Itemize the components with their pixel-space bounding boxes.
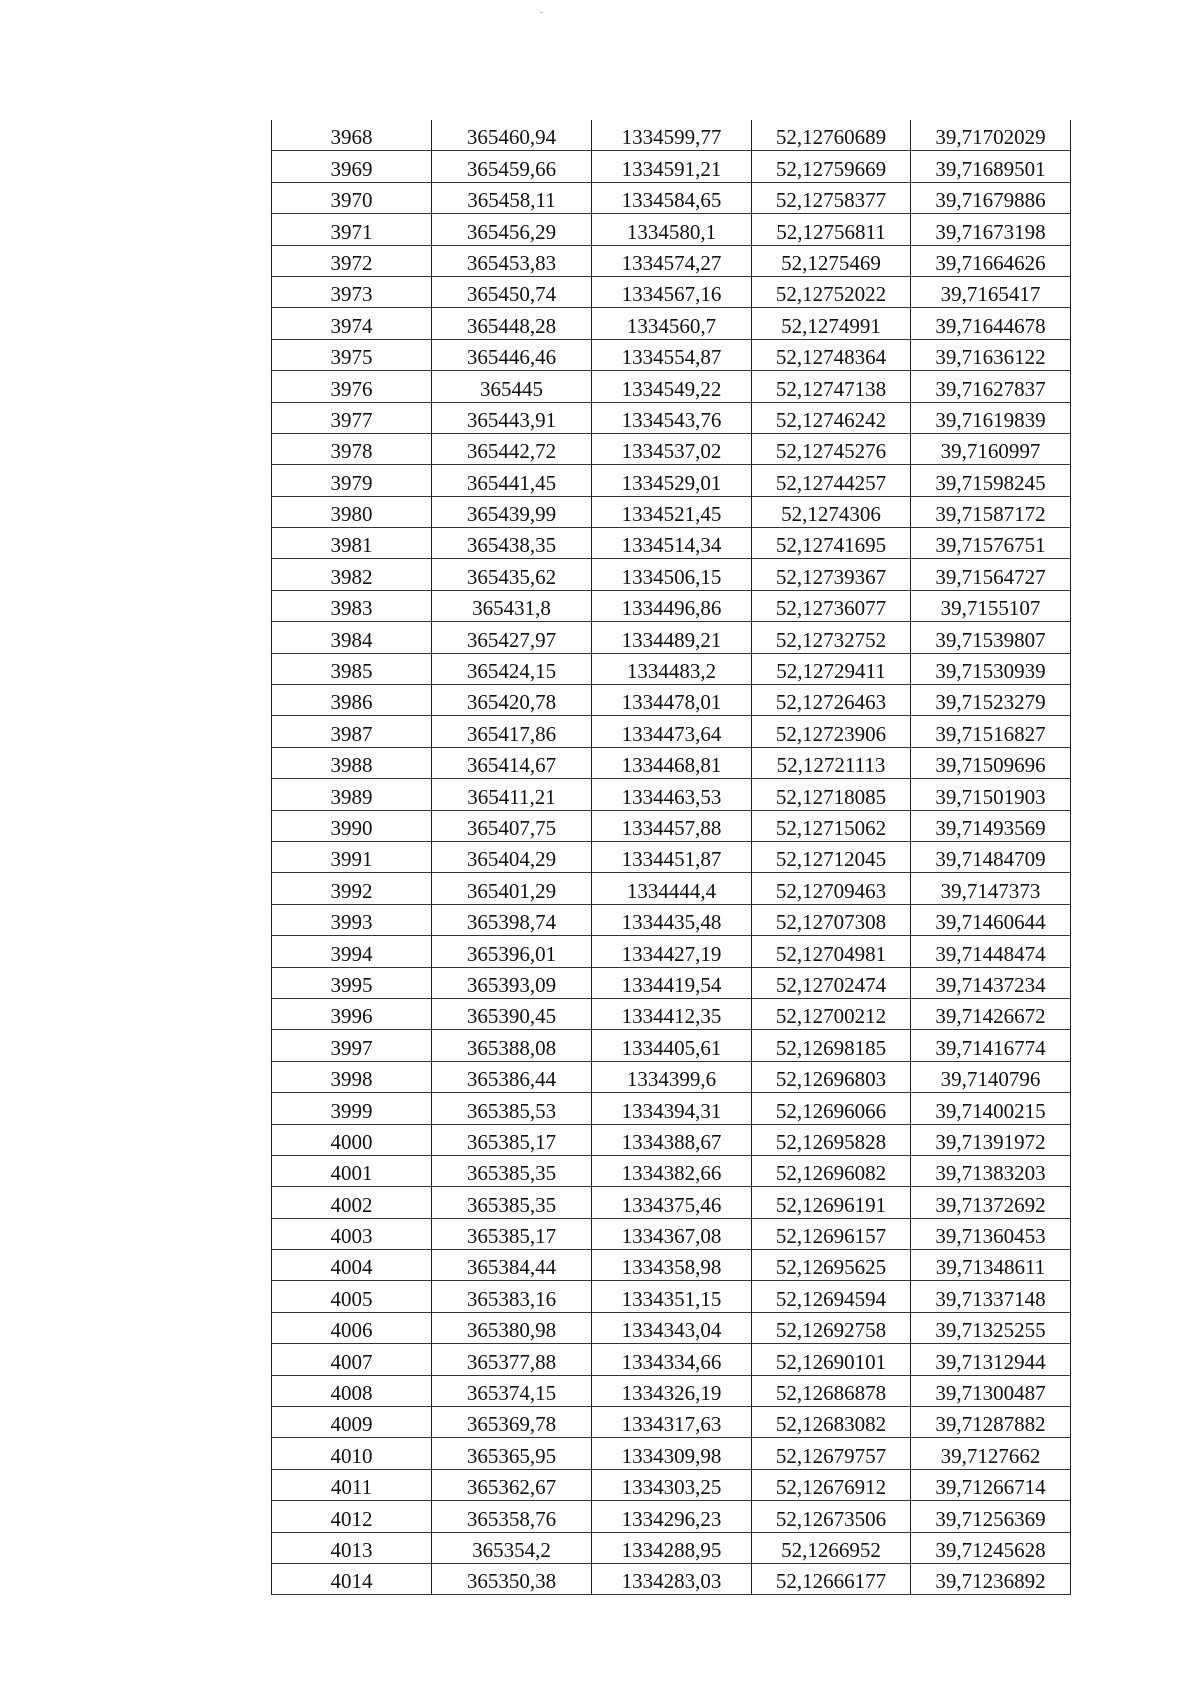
point-number-cell: 3997: [272, 1030, 432, 1061]
table-row: [272, 590, 1071, 621]
y-coordinate-cell: 1334326,19: [592, 1375, 752, 1406]
point-number-cell: 4013: [272, 1532, 432, 1563]
point-number-cell: 4010: [272, 1438, 432, 1469]
x-coordinate-cell: 365365,95: [432, 1438, 592, 1469]
x-coordinate-cell: 365448,28: [432, 308, 592, 339]
table-row: [272, 371, 1071, 402]
table-row: [272, 1501, 1071, 1532]
longitude-cell: 39,71644678: [911, 308, 1071, 339]
longitude-cell: 39,71564727: [911, 559, 1071, 590]
x-coordinate-cell: 365390,45: [432, 998, 592, 1029]
point-number-cell: 3983: [272, 590, 432, 621]
longitude-cell: 39,71437234: [911, 967, 1071, 998]
point-number-cell: 3975: [272, 339, 432, 370]
y-coordinate-cell: 1334351,15: [592, 1281, 752, 1312]
y-coordinate-cell: 1334506,15: [592, 559, 752, 590]
longitude-cell: 39,71337148: [911, 1281, 1071, 1312]
table-row: [272, 967, 1071, 998]
table-row: [272, 496, 1071, 527]
point-number-cell: 3986: [272, 685, 432, 716]
longitude-cell: 39,71400215: [911, 1093, 1071, 1124]
latitude-cell: 52,12696066: [752, 1093, 911, 1124]
latitude-cell: 52,12715062: [752, 810, 911, 841]
x-coordinate-cell: 365460,94: [432, 120, 592, 151]
point-number-cell: 4002: [272, 1187, 432, 1218]
y-coordinate-cell: 1334554,87: [592, 339, 752, 370]
x-coordinate-cell: 365385,17: [432, 1218, 592, 1249]
y-coordinate-cell: 1334419,54: [592, 967, 752, 998]
x-coordinate-cell: 365458,11: [432, 182, 592, 213]
x-coordinate-cell: 365388,08: [432, 1030, 592, 1061]
point-number-cell: 3991: [272, 841, 432, 872]
x-coordinate-cell: 365386,44: [432, 1061, 592, 1092]
point-number-cell: 3969: [272, 151, 432, 182]
longitude-cell: 39,71312944: [911, 1344, 1071, 1375]
longitude-cell: 39,71416774: [911, 1030, 1071, 1061]
table-row: [272, 622, 1071, 653]
longitude-cell: 39,71484709: [911, 841, 1071, 872]
y-coordinate-cell: 1334427,19: [592, 936, 752, 967]
table-row: [272, 465, 1071, 496]
point-number-cell: 4005: [272, 1281, 432, 1312]
latitude-cell: 52,12745276: [752, 433, 911, 464]
table-row: [272, 1250, 1071, 1281]
point-number-cell: 4011: [272, 1469, 432, 1500]
latitude-cell: 52,12726463: [752, 685, 911, 716]
y-coordinate-cell: 1334367,08: [592, 1218, 752, 1249]
latitude-cell: 52,12741695: [752, 528, 911, 559]
y-coordinate-cell: 1334489,21: [592, 622, 752, 653]
table-row: [272, 182, 1071, 213]
y-coordinate-cell: 1334478,01: [592, 685, 752, 716]
latitude-cell: 52,12702474: [752, 967, 911, 998]
table-row: [272, 1155, 1071, 1186]
longitude-cell: 39,7127662: [911, 1438, 1071, 1469]
point-number-cell: 3989: [272, 779, 432, 810]
x-coordinate-cell: 365404,29: [432, 841, 592, 872]
longitude-cell: 39,71679886: [911, 182, 1071, 213]
y-coordinate-cell: 1334560,7: [592, 308, 752, 339]
latitude-cell: 52,12748364: [752, 339, 911, 370]
latitude-cell: 52,12760689: [752, 120, 911, 151]
longitude-cell: 39,71636122: [911, 339, 1071, 370]
x-coordinate-cell: 365441,45: [432, 465, 592, 496]
point-number-cell: 4003: [272, 1218, 432, 1249]
latitude-cell: 52,1275469: [752, 245, 911, 276]
latitude-cell: 52,12758377: [752, 182, 911, 213]
longitude-cell: 39,7140796: [911, 1061, 1071, 1092]
longitude-cell: 39,71539807: [911, 622, 1071, 653]
point-number-cell: 3971: [272, 214, 432, 245]
point-number-cell: 3990: [272, 810, 432, 841]
point-number-cell: 3995: [272, 967, 432, 998]
latitude-cell: 52,1274991: [752, 308, 911, 339]
y-coordinate-cell: 1334358,98: [592, 1250, 752, 1281]
x-coordinate-cell: 365383,16: [432, 1281, 592, 1312]
y-coordinate-cell: 1334599,77: [592, 120, 752, 151]
table-row: [272, 1281, 1071, 1312]
y-coordinate-cell: 1334584,65: [592, 182, 752, 213]
latitude-cell: 52,12723906: [752, 716, 911, 747]
table-row: [272, 1375, 1071, 1406]
table-row: [272, 1312, 1071, 1343]
x-coordinate-cell: 365384,44: [432, 1250, 592, 1281]
x-coordinate-cell: 365401,29: [432, 873, 592, 904]
table-row: [272, 151, 1071, 182]
y-coordinate-cell: 1334567,16: [592, 276, 752, 307]
point-number-cell: 3976: [272, 371, 432, 402]
table-row: [272, 1469, 1071, 1500]
table-row: [272, 1030, 1071, 1061]
x-coordinate-cell: 365435,62: [432, 559, 592, 590]
point-number-cell: 3980: [272, 496, 432, 527]
point-number-cell: 3998: [272, 1061, 432, 1092]
table-row: [272, 653, 1071, 684]
x-coordinate-cell: 365417,86: [432, 716, 592, 747]
point-number-cell: 4000: [272, 1124, 432, 1155]
table-row: [272, 1407, 1071, 1438]
latitude-cell: 52,12721113: [752, 747, 911, 778]
latitude-cell: 52,12696157: [752, 1218, 911, 1249]
y-coordinate-cell: 1334283,03: [592, 1563, 752, 1594]
latitude-cell: 52,1274306: [752, 496, 911, 527]
longitude-cell: 39,71266714: [911, 1469, 1071, 1500]
longitude-cell: 39,71460644: [911, 904, 1071, 935]
x-coordinate-cell: 365427,97: [432, 622, 592, 653]
table-row: [272, 559, 1071, 590]
longitude-cell: 39,71664626: [911, 245, 1071, 276]
longitude-cell: 39,71245628: [911, 1532, 1071, 1563]
x-coordinate-cell: 365350,38: [432, 1563, 592, 1594]
table-row: [272, 1218, 1071, 1249]
x-coordinate-cell: 365393,09: [432, 967, 592, 998]
longitude-cell: 39,71360453: [911, 1218, 1071, 1249]
point-number-cell: 3996: [272, 998, 432, 1029]
longitude-cell: 39,71256369: [911, 1501, 1071, 1532]
table-row: [272, 1532, 1071, 1563]
longitude-cell: 39,71348611: [911, 1250, 1071, 1281]
table-row: [272, 245, 1071, 276]
y-coordinate-cell: 1334521,45: [592, 496, 752, 527]
longitude-cell: 39,71598245: [911, 465, 1071, 496]
point-number-cell: 4012: [272, 1501, 432, 1532]
point-number-cell: 3981: [272, 528, 432, 559]
y-coordinate-cell: 1334288,95: [592, 1532, 752, 1563]
x-coordinate-cell: 365362,67: [432, 1469, 592, 1500]
table-row: [272, 1563, 1071, 1594]
latitude-cell: 52,12698185: [752, 1030, 911, 1061]
x-coordinate-cell: 365377,88: [432, 1344, 592, 1375]
x-coordinate-cell: 365354,2: [432, 1532, 592, 1563]
y-coordinate-cell: 1334334,66: [592, 1344, 752, 1375]
point-number-cell: 3993: [272, 904, 432, 935]
x-coordinate-cell: 365396,01: [432, 936, 592, 967]
latitude-cell: 52,12696803: [752, 1061, 911, 1092]
longitude-cell: 39,71287882: [911, 1407, 1071, 1438]
x-coordinate-cell: 365407,75: [432, 810, 592, 841]
y-coordinate-cell: 1334375,46: [592, 1187, 752, 1218]
y-coordinate-cell: 1334394,31: [592, 1093, 752, 1124]
x-coordinate-cell: 365446,46: [432, 339, 592, 370]
latitude-cell: 52,12696082: [752, 1155, 911, 1186]
table-row: [272, 339, 1071, 370]
point-number-cell: 3985: [272, 653, 432, 684]
table-row: [272, 904, 1071, 935]
latitude-cell: 52,12732752: [752, 622, 911, 653]
point-number-cell: 4008: [272, 1375, 432, 1406]
y-coordinate-cell: 1334451,87: [592, 841, 752, 872]
table-row: [272, 1187, 1071, 1218]
table-row: [272, 1438, 1071, 1469]
coordinate-table: [271, 120, 1071, 1595]
y-coordinate-cell: 1334591,21: [592, 151, 752, 182]
latitude-cell: 52,12746242: [752, 402, 911, 433]
point-number-cell: 4007: [272, 1344, 432, 1375]
longitude-cell: 39,71689501: [911, 151, 1071, 182]
latitude-cell: 52,12683082: [752, 1407, 911, 1438]
point-number-cell: 3988: [272, 747, 432, 778]
y-coordinate-cell: 1334529,01: [592, 465, 752, 496]
longitude-cell: 39,71325255: [911, 1312, 1071, 1343]
y-coordinate-cell: 1334296,23: [592, 1501, 752, 1532]
y-coordinate-cell: 1334405,61: [592, 1030, 752, 1061]
longitude-cell: 39,71383203: [911, 1155, 1071, 1186]
latitude-cell: 52,12673506: [752, 1501, 911, 1532]
x-coordinate-cell: 365411,21: [432, 779, 592, 810]
longitude-cell: 39,71673198: [911, 214, 1071, 245]
table-row: [272, 276, 1071, 307]
latitude-cell: 52,12747138: [752, 371, 911, 402]
point-number-cell: 4009: [272, 1407, 432, 1438]
latitude-cell: 52,12712045: [752, 841, 911, 872]
latitude-cell: 52,12666177: [752, 1563, 911, 1594]
table-row: [272, 1344, 1071, 1375]
latitude-cell: 52,12692758: [752, 1312, 911, 1343]
latitude-cell: 52,12700212: [752, 998, 911, 1029]
longitude-cell: 39,7165417: [911, 276, 1071, 307]
table-row: [272, 873, 1071, 904]
scan-speck: [540, 12, 543, 13]
table-row: [272, 716, 1071, 747]
y-coordinate-cell: 1334580,1: [592, 214, 752, 245]
latitude-cell: 52,12729411: [752, 653, 911, 684]
x-coordinate-cell: 365385,17: [432, 1124, 592, 1155]
x-coordinate-cell: 365431,8: [432, 590, 592, 621]
point-number-cell: 3999: [272, 1093, 432, 1124]
latitude-cell: 52,12756811: [752, 214, 911, 245]
table-row: [272, 120, 1071, 151]
y-coordinate-cell: 1334317,63: [592, 1407, 752, 1438]
point-number-cell: 3987: [272, 716, 432, 747]
latitude-cell: 52,12696191: [752, 1187, 911, 1218]
y-coordinate-cell: 1334382,66: [592, 1155, 752, 1186]
latitude-cell: 52,12759669: [752, 151, 911, 182]
coordinate-table-body: [272, 120, 1071, 1595]
longitude-cell: 39,7147373: [911, 873, 1071, 904]
point-number-cell: 3979: [272, 465, 432, 496]
longitude-cell: 39,71523279: [911, 685, 1071, 716]
y-coordinate-cell: 1334343,04: [592, 1312, 752, 1343]
latitude-cell: 52,12709463: [752, 873, 911, 904]
point-number-cell: 4001: [272, 1155, 432, 1186]
x-coordinate-cell: 365453,83: [432, 245, 592, 276]
longitude-cell: 39,71516827: [911, 716, 1071, 747]
y-coordinate-cell: 1334457,88: [592, 810, 752, 841]
table-row: [272, 214, 1071, 245]
latitude-cell: 52,12739367: [752, 559, 911, 590]
x-coordinate-cell: 365420,78: [432, 685, 592, 716]
point-number-cell: 3968: [272, 120, 432, 151]
y-coordinate-cell: 1334463,53: [592, 779, 752, 810]
longitude-cell: 39,7160997: [911, 433, 1071, 464]
longitude-cell: 39,71300487: [911, 1375, 1071, 1406]
longitude-cell: 39,71530939: [911, 653, 1071, 684]
latitude-cell: 52,12690101: [752, 1344, 911, 1375]
point-number-cell: 3970: [272, 182, 432, 213]
x-coordinate-cell: 365374,15: [432, 1375, 592, 1406]
point-number-cell: 3992: [272, 873, 432, 904]
x-coordinate-cell: 365385,35: [432, 1155, 592, 1186]
longitude-cell: 39,71372692: [911, 1187, 1071, 1218]
point-number-cell: 3974: [272, 308, 432, 339]
x-coordinate-cell: 365358,76: [432, 1501, 592, 1532]
y-coordinate-cell: 1334309,98: [592, 1438, 752, 1469]
y-coordinate-cell: 1334543,76: [592, 402, 752, 433]
y-coordinate-cell: 1334496,86: [592, 590, 752, 621]
x-coordinate-cell: 365439,99: [432, 496, 592, 527]
y-coordinate-cell: 1334549,22: [592, 371, 752, 402]
longitude-cell: 39,71236892: [911, 1563, 1071, 1594]
latitude-cell: 52,12704981: [752, 936, 911, 967]
longitude-cell: 39,71509696: [911, 747, 1071, 778]
longitude-cell: 39,71587172: [911, 496, 1071, 527]
point-number-cell: 3978: [272, 433, 432, 464]
latitude-cell: 52,12707308: [752, 904, 911, 935]
longitude-cell: 39,71627837: [911, 371, 1071, 402]
longitude-cell: 39,71619839: [911, 402, 1071, 433]
table-row: [272, 810, 1071, 841]
x-coordinate-cell: 365459,66: [432, 151, 592, 182]
point-number-cell: 3994: [272, 936, 432, 967]
latitude-cell: 52,12752022: [752, 276, 911, 307]
longitude-cell: 39,71426672: [911, 998, 1071, 1029]
x-coordinate-cell: 365442,72: [432, 433, 592, 464]
longitude-cell: 39,71702029: [911, 120, 1071, 151]
latitude-cell: 52,12676912: [752, 1469, 911, 1500]
y-coordinate-cell: 1334574,27: [592, 245, 752, 276]
table-row: [272, 1093, 1071, 1124]
y-coordinate-cell: 1334399,6: [592, 1061, 752, 1092]
longitude-cell: 39,71448474: [911, 936, 1071, 967]
latitude-cell: 52,12744257: [752, 465, 911, 496]
latitude-cell: 52,12686878: [752, 1375, 911, 1406]
longitude-cell: 39,7155107: [911, 590, 1071, 621]
y-coordinate-cell: 1334412,35: [592, 998, 752, 1029]
x-coordinate-cell: 365398,74: [432, 904, 592, 935]
y-coordinate-cell: 1334468,81: [592, 747, 752, 778]
x-coordinate-cell: 365438,35: [432, 528, 592, 559]
y-coordinate-cell: 1334473,64: [592, 716, 752, 747]
point-number-cell: 3973: [272, 276, 432, 307]
table-row: [272, 308, 1071, 339]
table-row: [272, 402, 1071, 433]
x-coordinate-cell: 365450,74: [432, 276, 592, 307]
longitude-cell: 39,71501903: [911, 779, 1071, 810]
point-number-cell: 3972: [272, 245, 432, 276]
x-coordinate-cell: 365380,98: [432, 1312, 592, 1343]
table-row: [272, 528, 1071, 559]
point-number-cell: 4006: [272, 1312, 432, 1343]
latitude-cell: 52,12694594: [752, 1281, 911, 1312]
point-number-cell: 4004: [272, 1250, 432, 1281]
latitude-cell: 52,12695828: [752, 1124, 911, 1155]
table-row: [272, 1124, 1071, 1155]
point-number-cell: 3977: [272, 402, 432, 433]
x-coordinate-cell: 365424,15: [432, 653, 592, 684]
point-number-cell: 4014: [272, 1563, 432, 1594]
latitude-cell: 52,12679757: [752, 1438, 911, 1469]
y-coordinate-cell: 1334303,25: [592, 1469, 752, 1500]
x-coordinate-cell: 365385,53: [432, 1093, 592, 1124]
longitude-cell: 39,71493569: [911, 810, 1071, 841]
x-coordinate-cell: 365445: [432, 371, 592, 402]
point-number-cell: 3984: [272, 622, 432, 653]
table-row: [272, 747, 1071, 778]
point-number-cell: 3982: [272, 559, 432, 590]
y-coordinate-cell: 1334444,4: [592, 873, 752, 904]
table-row: [272, 1061, 1071, 1092]
longitude-cell: 39,71576751: [911, 528, 1071, 559]
x-coordinate-cell: 365369,78: [432, 1407, 592, 1438]
y-coordinate-cell: 1334388,67: [592, 1124, 752, 1155]
x-coordinate-cell: 365385,35: [432, 1187, 592, 1218]
x-coordinate-cell: 365443,91: [432, 402, 592, 433]
x-coordinate-cell: 365456,29: [432, 214, 592, 245]
y-coordinate-cell: 1334483,2: [592, 653, 752, 684]
y-coordinate-cell: 1334514,34: [592, 528, 752, 559]
table-row: [272, 433, 1071, 464]
table-row: [272, 998, 1071, 1029]
table-row: [272, 685, 1071, 716]
latitude-cell: 52,12695625: [752, 1250, 911, 1281]
latitude-cell: 52,12736077: [752, 590, 911, 621]
latitude-cell: 52,12718085: [752, 779, 911, 810]
table-row: [272, 936, 1071, 967]
table-row: [272, 779, 1071, 810]
y-coordinate-cell: 1334537,02: [592, 433, 752, 464]
latitude-cell: 52,1266952: [752, 1532, 911, 1563]
table-row: [272, 841, 1071, 872]
y-coordinate-cell: 1334435,48: [592, 904, 752, 935]
longitude-cell: 39,71391972: [911, 1124, 1071, 1155]
x-coordinate-cell: 365414,67: [432, 747, 592, 778]
